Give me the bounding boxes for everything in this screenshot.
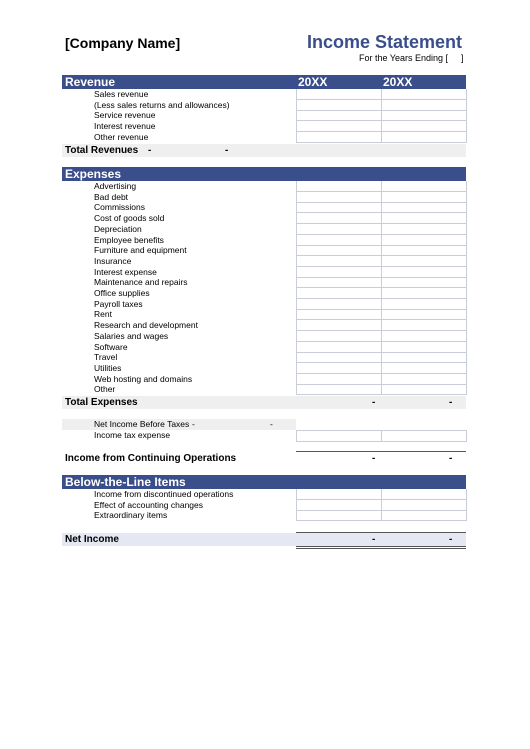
amount-cell-1[interactable]	[296, 363, 382, 374]
net-before-taxes-dash-2: -	[270, 419, 273, 429]
amount-cell-2[interactable]	[381, 121, 467, 132]
amount-cell-1[interactable]	[296, 267, 382, 278]
line-item-label: Effect of accounting changes	[94, 499, 204, 510]
net-income-topline	[296, 532, 466, 533]
amount-cell-1[interactable]	[296, 121, 382, 132]
continuing-ops-value-1: -	[372, 453, 376, 464]
line-item-label: Interest expense	[94, 266, 157, 277]
amount-cell-2[interactable]	[381, 363, 467, 374]
amount-cell-1[interactable]	[296, 277, 382, 288]
net-income-value-1: -	[372, 534, 376, 545]
expenses-line-item	[62, 374, 466, 385]
net-before-taxes-dash-1: -	[192, 419, 195, 429]
amount-cell-1[interactable]	[296, 213, 382, 224]
continuing-ops-topline	[296, 451, 466, 452]
expenses-line-item	[62, 299, 466, 310]
amount-cell-2[interactable]	[381, 245, 467, 256]
line-item-label: Office supplies	[94, 288, 150, 298]
below-line-item	[62, 489, 466, 500]
revenue-header	[62, 75, 466, 89]
expenses-line-item	[62, 363, 466, 374]
amount-cell-2[interactable]	[381, 288, 467, 299]
amount-cell-2[interactable]	[381, 89, 467, 100]
line-item-label: Interest revenue	[94, 121, 156, 132]
expenses-line-item	[62, 192, 466, 203]
amount-cell-1[interactable]	[296, 510, 382, 521]
income-tax-label: Income tax expense	[94, 430, 171, 440]
line-item-label: Research and development	[94, 320, 198, 331]
expenses-line-item	[62, 213, 466, 224]
income-tax-cell-2[interactable]	[381, 430, 467, 442]
expenses-line-item	[62, 267, 466, 278]
line-item-label: Utilities	[94, 362, 122, 373]
revenue-line-item	[62, 110, 466, 121]
amount-cell-2[interactable]	[381, 331, 467, 342]
line-item-label: Software	[94, 341, 128, 352]
continuing-ops-label: Income from Continuing Operations	[65, 453, 237, 464]
continuing-ops-row	[62, 452, 466, 465]
line-item-label: Income from discontinued operations	[94, 489, 234, 499]
expenses-line-item	[62, 320, 466, 331]
amount-cell-2[interactable]	[381, 342, 467, 353]
line-item-label: Maintenance and repairs	[94, 277, 188, 288]
total-expenses-value-2: -	[449, 397, 453, 408]
line-item-label: Employee benefits	[94, 234, 164, 245]
revenue-heading: Revenue	[65, 75, 116, 89]
total-expenses-value-1: -	[372, 397, 376, 408]
amount-cell-1[interactable]	[296, 384, 382, 395]
line-item-label: Rent	[94, 309, 112, 320]
continuing-ops-value-2: -	[449, 453, 453, 464]
line-item-label: Payroll taxes	[94, 298, 143, 309]
line-item-label: Commissions	[94, 202, 146, 213]
amount-cell-2[interactable]	[381, 132, 467, 143]
amount-cell-1[interactable]	[296, 192, 382, 203]
line-item-label: Cost of goods sold	[94, 213, 165, 224]
below-line-header	[62, 475, 466, 489]
amount-cell-2[interactable]	[381, 235, 467, 246]
expenses-header	[62, 167, 466, 181]
expenses-line-item	[62, 277, 466, 288]
amount-cell-2[interactable]	[381, 299, 467, 310]
total-revenues-label: Total Revenues	[65, 145, 139, 156]
line-item-label: Furniture and equipment	[94, 245, 187, 256]
revenue-line-item	[62, 100, 466, 111]
amount-cell-2[interactable]	[381, 320, 467, 331]
line-item-label: Insurance	[94, 255, 132, 266]
net-before-taxes-label: Net Income Before Taxes	[94, 419, 190, 429]
line-item-label: Travel	[94, 352, 118, 363]
line-item-label: Depreciation	[94, 223, 142, 234]
expenses-line-item	[62, 288, 466, 299]
amount-cell-2[interactable]	[381, 384, 467, 395]
amount-cell-1[interactable]	[296, 352, 382, 363]
total-expenses-label: Total Expenses	[65, 397, 138, 408]
document-title: Income Statement	[307, 32, 463, 52]
line-item-label: Web hosting and domains	[94, 373, 193, 384]
total-revenues-value-2: -	[225, 145, 229, 156]
expenses-line-item	[62, 384, 466, 395]
net-income-underline-2	[296, 548, 466, 549]
expenses-line-item	[62, 342, 466, 353]
amount-cell-1[interactable]	[296, 500, 382, 511]
amount-cell-2[interactable]	[381, 256, 467, 267]
expenses-line-item	[62, 245, 466, 256]
amount-cell-1[interactable]	[296, 288, 382, 299]
expenses-line-item	[62, 331, 466, 342]
net-income-label: Net Income	[65, 534, 119, 545]
amount-cell-1[interactable]	[296, 181, 382, 192]
amount-cell-2[interactable]	[381, 100, 467, 111]
amount-cell-1[interactable]	[296, 89, 382, 100]
expenses-line-item	[62, 224, 466, 235]
expenses-heading: Expenses	[65, 167, 122, 181]
amount-cell-2[interactable]	[381, 277, 467, 288]
amount-cell-1[interactable]	[296, 320, 382, 331]
amount-cell-1[interactable]	[296, 100, 382, 111]
amount-cell-1[interactable]	[296, 299, 382, 310]
amount-cell-2[interactable]	[381, 192, 467, 203]
amount-cell-2[interactable]	[381, 267, 467, 278]
amount-cell-2[interactable]	[381, 110, 467, 121]
line-item-label: Bad debt	[94, 191, 129, 202]
amount-cell-1[interactable]	[296, 132, 382, 143]
below-line-item	[62, 510, 466, 521]
amount-cell-2[interactable]	[381, 510, 467, 521]
amount-cell-1[interactable]	[296, 245, 382, 256]
expenses-line-item	[62, 202, 466, 213]
amount-cell-2[interactable]	[381, 213, 467, 224]
line-item-label: Other revenue	[94, 131, 149, 142]
net-before-taxes-row	[62, 419, 466, 430]
amount-cell-1[interactable]	[296, 224, 382, 235]
amount-cell-2[interactable]	[381, 224, 467, 235]
amount-cell-1[interactable]	[296, 235, 382, 246]
amount-cell-2[interactable]	[381, 181, 467, 192]
year-column-2: 20XX	[383, 75, 413, 89]
amount-cell-2[interactable]	[381, 489, 467, 500]
line-item-label: Salaries and wages	[94, 330, 169, 341]
expenses-line-item	[62, 235, 466, 246]
line-item-label: Advertising	[94, 181, 137, 191]
amount-cell-2[interactable]	[381, 374, 467, 385]
total-revenues-row	[62, 144, 466, 157]
amount-cell-1[interactable]	[296, 331, 382, 342]
amount-cell-2[interactable]	[381, 352, 467, 363]
amount-cell-1[interactable]	[296, 342, 382, 353]
line-item-label: Service revenue	[94, 110, 156, 121]
line-item-label: (Less sales returns and allowances)	[94, 99, 230, 110]
period-bracket-close: ]	[461, 53, 464, 63]
amount-cell-2[interactable]	[381, 202, 467, 213]
expenses-line-item	[62, 181, 466, 192]
amount-cell-2[interactable]	[381, 309, 467, 320]
amount-cell-2[interactable]	[381, 500, 467, 511]
total-expenses-row	[62, 396, 466, 409]
revenue-line-item	[62, 121, 466, 132]
net-income-underline-1	[296, 546, 466, 547]
amount-cell-1[interactable]	[296, 489, 382, 500]
line-item-label: Sales revenue	[94, 89, 149, 99]
year-column-1: 20XX	[298, 75, 328, 89]
expenses-line-item	[62, 309, 466, 320]
amount-cell-1[interactable]	[296, 309, 382, 320]
line-item-label: Extraordinary items	[94, 510, 168, 521]
company-name: [Company Name]	[65, 35, 181, 51]
net-income-value-2: -	[449, 534, 453, 545]
expenses-line-item	[62, 352, 466, 363]
income-tax-cell-1[interactable]	[296, 430, 382, 442]
below-line-heading: Below-the-Line Items	[65, 475, 186, 489]
amount-cell-1[interactable]	[296, 110, 382, 121]
amount-cell-1[interactable]	[296, 256, 382, 267]
income-tax-row	[62, 430, 466, 441]
period-label: For the Years Ending [	[359, 53, 449, 63]
line-item-label: Other	[94, 384, 116, 395]
revenue-line-item	[62, 132, 466, 143]
below-line-item	[62, 500, 466, 511]
net-income-row	[62, 533, 466, 546]
total-revenues-value-1: -	[148, 145, 152, 156]
amount-cell-1[interactable]	[296, 374, 382, 385]
revenue-line-item	[62, 89, 466, 100]
expenses-line-item	[62, 256, 466, 267]
amount-cell-1[interactable]	[296, 202, 382, 213]
